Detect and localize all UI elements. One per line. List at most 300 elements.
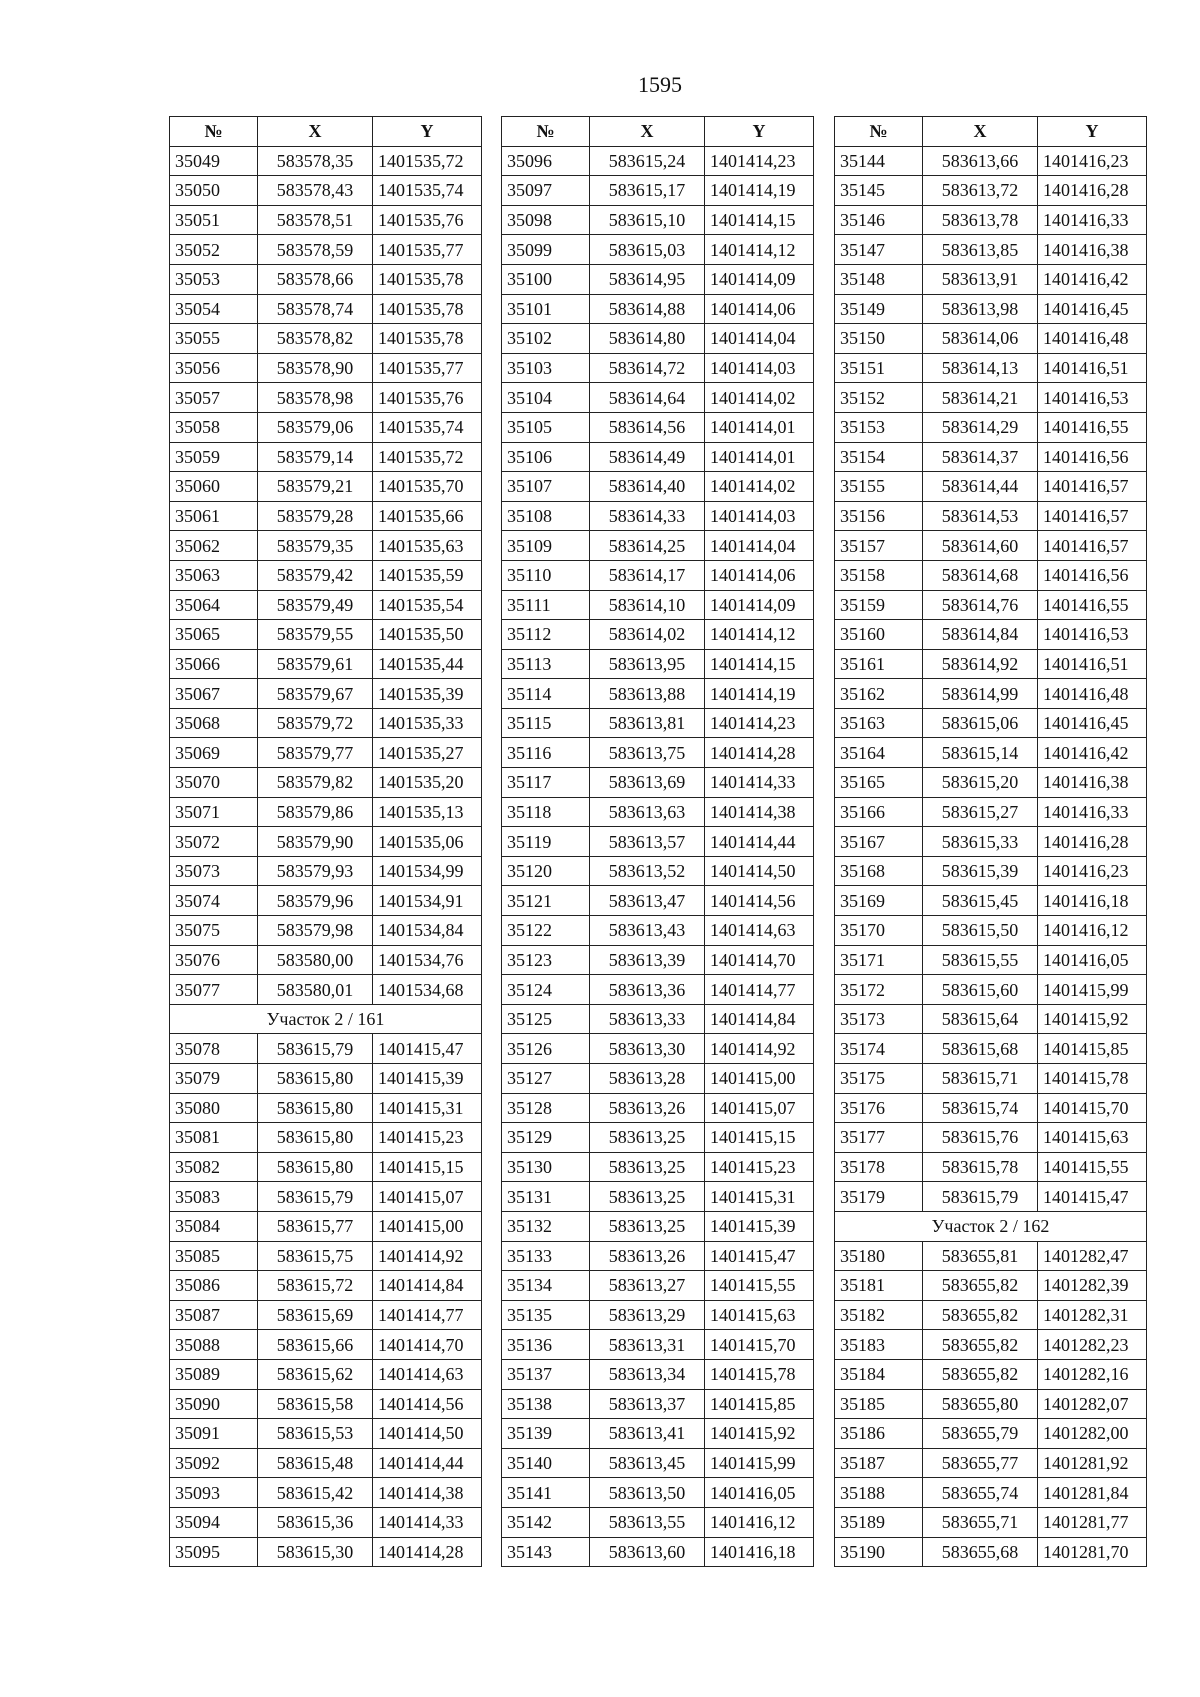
y-coordinate-cell: 1401414,12 <box>705 235 814 265</box>
table-row <box>170 1507 482 1537</box>
table-row <box>835 768 1147 798</box>
x-coordinate-cell: 583578,74 <box>258 294 373 324</box>
table-row <box>835 738 1147 768</box>
table-row <box>502 797 814 827</box>
x-coordinate-cell: 583613,91 <box>923 264 1038 294</box>
y-coordinate-cell: 1401535,13 <box>373 797 482 827</box>
y-coordinate-cell: 1401414,70 <box>705 945 814 975</box>
x-coordinate-cell: 583613,52 <box>590 856 705 886</box>
table-row <box>170 1300 482 1330</box>
point-number-cell: 35143 <box>502 1537 590 1567</box>
y-coordinate-cell: 1401416,42 <box>1038 264 1147 294</box>
table-row <box>835 1034 1147 1064</box>
y-coordinate-cell: 1401416,33 <box>1038 205 1147 235</box>
y-coordinate-cell: 1401414,06 <box>705 560 814 590</box>
y-coordinate-cell: 1401282,00 <box>1038 1419 1147 1449</box>
y-coordinate-cell: 1401415,55 <box>705 1271 814 1301</box>
table-row <box>502 324 814 354</box>
y-coordinate-cell: 1401535,33 <box>373 708 482 738</box>
x-coordinate-cell: 583614,44 <box>923 472 1038 502</box>
y-coordinate-cell: 1401416,53 <box>1038 620 1147 650</box>
y-coordinate-cell: 1401414,56 <box>373 1389 482 1419</box>
x-coordinate-cell: 583615,10 <box>590 205 705 235</box>
point-number-cell: 35136 <box>502 1330 590 1360</box>
x-coordinate-cell: 583614,60 <box>923 531 1038 561</box>
point-number-cell: 35131 <box>502 1182 590 1212</box>
y-coordinate-cell: 1401416,55 <box>1038 590 1147 620</box>
point-number-cell: 35161 <box>835 649 923 679</box>
point-number-cell: 35082 <box>170 1152 258 1182</box>
point-number-cell: 35091 <box>170 1419 258 1449</box>
y-coordinate-cell: 1401534,84 <box>373 916 482 946</box>
y-coordinate-cell: 1401535,06 <box>373 827 482 857</box>
y-coordinate-cell: 1401414,19 <box>705 176 814 206</box>
x-coordinate-cell: 583615,45 <box>923 886 1038 916</box>
y-coordinate-cell: 1401535,39 <box>373 679 482 709</box>
x-coordinate-cell: 583579,86 <box>258 797 373 827</box>
table-row <box>170 916 482 946</box>
point-number-cell: 35176 <box>835 1093 923 1123</box>
y-coordinate-cell: 1401416,51 <box>1038 353 1147 383</box>
table-row <box>502 501 814 531</box>
point-number-cell: 35130 <box>502 1152 590 1182</box>
x-coordinate-cell: 583613,45 <box>590 1448 705 1478</box>
col-header-no: № <box>835 117 923 147</box>
y-coordinate-cell: 1401415,31 <box>705 1182 814 1212</box>
y-coordinate-cell: 1401416,45 <box>1038 708 1147 738</box>
table-row <box>835 1004 1147 1034</box>
point-number-cell: 35098 <box>502 205 590 235</box>
x-coordinate-cell: 583615,80 <box>258 1152 373 1182</box>
table-row <box>835 1389 1147 1419</box>
y-coordinate-cell: 1401414,28 <box>373 1537 482 1567</box>
point-number-cell: 35071 <box>170 797 258 827</box>
y-coordinate-cell: 1401535,44 <box>373 649 482 679</box>
section-label: Участок 2 / 162 <box>835 1211 1147 1241</box>
x-coordinate-cell: 583614,80 <box>590 324 705 354</box>
x-coordinate-cell: 583613,37 <box>590 1389 705 1419</box>
x-coordinate-cell: 583579,90 <box>258 827 373 857</box>
y-coordinate-cell: 1401282,16 <box>1038 1359 1147 1389</box>
table-row <box>170 442 482 472</box>
y-coordinate-cell: 1401415,99 <box>705 1448 814 1478</box>
table-row <box>170 590 482 620</box>
table-row <box>835 945 1147 975</box>
y-coordinate-cell: 1401416,05 <box>705 1478 814 1508</box>
y-coordinate-cell: 1401282,47 <box>1038 1241 1147 1271</box>
table-row <box>835 1448 1147 1478</box>
x-coordinate-cell: 583655,80 <box>923 1389 1038 1419</box>
x-coordinate-cell: 583580,00 <box>258 945 373 975</box>
table-row <box>502 620 814 650</box>
point-number-cell: 35174 <box>835 1034 923 1064</box>
table-row <box>835 176 1147 206</box>
x-coordinate-cell: 583613,26 <box>590 1093 705 1123</box>
point-number-cell: 35133 <box>502 1241 590 1271</box>
y-coordinate-cell: 1401416,56 <box>1038 442 1147 472</box>
table-row <box>170 827 482 857</box>
table-row <box>502 1182 814 1212</box>
table-row <box>835 1182 1147 1212</box>
y-coordinate-cell: 1401416,38 <box>1038 235 1147 265</box>
table-row <box>170 886 482 916</box>
x-coordinate-cell: 583614,33 <box>590 501 705 531</box>
table-row <box>835 1271 1147 1301</box>
x-coordinate-cell: 583614,10 <box>590 590 705 620</box>
y-coordinate-cell: 1401416,28 <box>1038 176 1147 206</box>
point-number-cell: 35067 <box>170 679 258 709</box>
y-coordinate-cell: 1401414,04 <box>705 324 814 354</box>
table-row <box>835 1507 1147 1537</box>
y-coordinate-cell: 1401282,23 <box>1038 1330 1147 1360</box>
y-coordinate-cell: 1401415,85 <box>705 1389 814 1419</box>
y-coordinate-cell: 1401416,12 <box>1038 916 1147 946</box>
table-row <box>835 590 1147 620</box>
point-number-cell: 35172 <box>835 975 923 1005</box>
table-row <box>502 708 814 738</box>
point-number-cell: 35075 <box>170 916 258 946</box>
table-row <box>170 412 482 442</box>
y-coordinate-cell: 1401281,92 <box>1038 1448 1147 1478</box>
table-row <box>835 1123 1147 1153</box>
y-coordinate-cell: 1401416,18 <box>1038 886 1147 916</box>
x-coordinate-cell: 583615,17 <box>590 176 705 206</box>
table-row <box>170 205 482 235</box>
y-coordinate-cell: 1401416,42 <box>1038 738 1147 768</box>
coordinate-table-middle <box>501 116 814 1567</box>
point-number-cell: 35139 <box>502 1419 590 1449</box>
x-coordinate-cell: 583613,31 <box>590 1330 705 1360</box>
point-number-cell: 35141 <box>502 1478 590 1508</box>
point-number-cell: 35109 <box>502 531 590 561</box>
table-row <box>502 560 814 590</box>
table-row <box>502 294 814 324</box>
point-number-cell: 35190 <box>835 1537 923 1567</box>
y-coordinate-cell: 1401415,23 <box>705 1152 814 1182</box>
table-row <box>835 1241 1147 1271</box>
x-coordinate-cell: 583613,25 <box>590 1152 705 1182</box>
y-coordinate-cell: 1401414,33 <box>373 1507 482 1537</box>
y-coordinate-cell: 1401414,44 <box>373 1448 482 1478</box>
point-number-cell: 35134 <box>502 1271 590 1301</box>
table-row <box>502 975 814 1005</box>
x-coordinate-cell: 583615,62 <box>258 1359 373 1389</box>
table-row <box>835 916 1147 946</box>
table-row <box>170 708 482 738</box>
point-number-cell: 35188 <box>835 1478 923 1508</box>
x-coordinate-cell: 583615,80 <box>258 1093 373 1123</box>
x-coordinate-cell: 583613,75 <box>590 738 705 768</box>
point-number-cell: 35170 <box>835 916 923 946</box>
table-row <box>502 1211 814 1241</box>
table-row <box>502 1330 814 1360</box>
y-coordinate-cell: 1401415,00 <box>705 1064 814 1094</box>
table-row <box>835 975 1147 1005</box>
table-row <box>170 235 482 265</box>
table-row <box>835 886 1147 916</box>
point-number-cell: 35149 <box>835 294 923 324</box>
point-number-cell: 35107 <box>502 472 590 502</box>
table-row <box>170 738 482 768</box>
table-row <box>170 649 482 679</box>
table-row <box>502 531 814 561</box>
table-row <box>170 1448 482 1478</box>
point-number-cell: 35120 <box>502 856 590 886</box>
y-coordinate-cell: 1401415,78 <box>1038 1064 1147 1094</box>
point-number-cell: 35115 <box>502 708 590 738</box>
point-number-cell: 35156 <box>835 501 923 531</box>
y-coordinate-cell: 1401535,74 <box>373 176 482 206</box>
point-number-cell: 35064 <box>170 590 258 620</box>
point-number-cell: 35068 <box>170 708 258 738</box>
x-coordinate-cell: 583613,43 <box>590 916 705 946</box>
x-coordinate-cell: 583614,76 <box>923 590 1038 620</box>
table-row <box>502 1034 814 1064</box>
y-coordinate-cell: 1401414,23 <box>705 708 814 738</box>
point-number-cell: 35138 <box>502 1389 590 1419</box>
point-number-cell: 35117 <box>502 768 590 798</box>
table-row <box>502 590 814 620</box>
point-number-cell: 35135 <box>502 1300 590 1330</box>
table-row <box>502 1389 814 1419</box>
y-coordinate-cell: 1401416,45 <box>1038 294 1147 324</box>
col-header-y: Y <box>705 117 814 147</box>
y-coordinate-cell: 1401415,47 <box>705 1241 814 1271</box>
point-number-cell: 35159 <box>835 590 923 620</box>
table-row <box>502 827 814 857</box>
x-coordinate-cell: 583615,68 <box>923 1034 1038 1064</box>
table-row <box>170 501 482 531</box>
x-coordinate-cell: 583655,82 <box>923 1300 1038 1330</box>
y-coordinate-cell: 1401415,15 <box>373 1152 482 1182</box>
table-row <box>502 1537 814 1567</box>
x-coordinate-cell: 583615,06 <box>923 708 1038 738</box>
point-number-cell: 35087 <box>170 1300 258 1330</box>
table-row <box>835 383 1147 413</box>
table-row <box>502 856 814 886</box>
x-coordinate-cell: 583613,81 <box>590 708 705 738</box>
x-coordinate-cell: 583615,03 <box>590 235 705 265</box>
x-coordinate-cell: 583615,30 <box>258 1537 373 1567</box>
table-row <box>502 1478 814 1508</box>
y-coordinate-cell: 1401414,04 <box>705 531 814 561</box>
point-number-cell: 35184 <box>835 1359 923 1389</box>
y-coordinate-cell: 1401415,92 <box>705 1419 814 1449</box>
x-coordinate-cell: 583615,80 <box>258 1064 373 1094</box>
x-coordinate-cell: 583613,98 <box>923 294 1038 324</box>
table-row <box>170 975 482 1005</box>
col-header-x: X <box>590 117 705 147</box>
section-row <box>170 1004 482 1034</box>
x-coordinate-cell: 583615,76 <box>923 1123 1038 1153</box>
table-row <box>502 679 814 709</box>
x-coordinate-cell: 583655,82 <box>923 1271 1038 1301</box>
y-coordinate-cell: 1401416,55 <box>1038 412 1147 442</box>
x-coordinate-cell: 583613,34 <box>590 1359 705 1389</box>
x-coordinate-cell: 583579,98 <box>258 916 373 946</box>
point-number-cell: 35152 <box>835 383 923 413</box>
x-coordinate-cell: 583614,17 <box>590 560 705 590</box>
y-coordinate-cell: 1401416,23 <box>1038 146 1147 176</box>
point-number-cell: 35111 <box>502 590 590 620</box>
x-coordinate-cell: 583655,82 <box>923 1359 1038 1389</box>
table-row <box>502 1152 814 1182</box>
y-coordinate-cell: 1401414,23 <box>705 146 814 176</box>
y-coordinate-cell: 1401414,44 <box>705 827 814 857</box>
x-coordinate-cell: 583614,99 <box>923 679 1038 709</box>
y-coordinate-cell: 1401414,84 <box>705 1004 814 1034</box>
x-coordinate-cell: 583614,92 <box>923 649 1038 679</box>
table-row <box>502 1093 814 1123</box>
y-coordinate-cell: 1401414,01 <box>705 442 814 472</box>
y-coordinate-cell: 1401535,59 <box>373 560 482 590</box>
table-row <box>502 649 814 679</box>
table-row <box>835 1537 1147 1567</box>
x-coordinate-cell: 583613,28 <box>590 1064 705 1094</box>
y-coordinate-cell: 1401535,63 <box>373 531 482 561</box>
table-row <box>835 649 1147 679</box>
table-row <box>502 1064 814 1094</box>
table-row <box>170 679 482 709</box>
y-coordinate-cell: 1401415,07 <box>373 1182 482 1212</box>
y-coordinate-cell: 1401415,55 <box>1038 1152 1147 1182</box>
y-coordinate-cell: 1401415,70 <box>1038 1093 1147 1123</box>
table-row <box>170 1152 482 1182</box>
y-coordinate-cell: 1401414,19 <box>705 679 814 709</box>
point-number-cell: 35100 <box>502 264 590 294</box>
coordinate-table-left <box>169 116 482 1567</box>
x-coordinate-cell: 583613,41 <box>590 1419 705 1449</box>
point-number-cell: 35066 <box>170 649 258 679</box>
coordinate-table-right <box>834 116 1147 1567</box>
y-coordinate-cell: 1401535,78 <box>373 264 482 294</box>
x-coordinate-cell: 583613,50 <box>590 1478 705 1508</box>
point-number-cell: 35140 <box>502 1448 590 1478</box>
table-row <box>835 146 1147 176</box>
point-number-cell: 35070 <box>170 768 258 798</box>
table-row <box>835 442 1147 472</box>
table-row <box>502 1419 814 1449</box>
table-row <box>170 383 482 413</box>
x-coordinate-cell: 583578,66 <box>258 264 373 294</box>
table-row <box>170 1389 482 1419</box>
y-coordinate-cell: 1401414,50 <box>705 856 814 886</box>
point-number-cell: 35178 <box>835 1152 923 1182</box>
x-coordinate-cell: 583613,69 <box>590 768 705 798</box>
y-coordinate-cell: 1401414,38 <box>705 797 814 827</box>
y-coordinate-cell: 1401415,31 <box>373 1093 482 1123</box>
x-coordinate-cell: 583655,77 <box>923 1448 1038 1478</box>
point-number-cell: 35062 <box>170 531 258 561</box>
x-coordinate-cell: 583613,30 <box>590 1034 705 1064</box>
x-coordinate-cell: 583578,90 <box>258 353 373 383</box>
x-coordinate-cell: 583614,95 <box>590 264 705 294</box>
point-number-cell: 35088 <box>170 1330 258 1360</box>
point-number-cell: 35057 <box>170 383 258 413</box>
table-row <box>170 945 482 975</box>
y-coordinate-cell: 1401416,28 <box>1038 827 1147 857</box>
point-number-cell: 35168 <box>835 856 923 886</box>
y-coordinate-cell: 1401416,48 <box>1038 679 1147 709</box>
point-number-cell: 35142 <box>502 1507 590 1537</box>
point-number-cell: 35165 <box>835 768 923 798</box>
table-row <box>502 738 814 768</box>
x-coordinate-cell: 583613,57 <box>590 827 705 857</box>
table-row <box>170 472 482 502</box>
y-coordinate-cell: 1401415,07 <box>705 1093 814 1123</box>
point-number-cell: 35102 <box>502 324 590 354</box>
x-coordinate-cell: 583615,24 <box>590 146 705 176</box>
table-row <box>170 1537 482 1567</box>
point-number-cell: 35169 <box>835 886 923 916</box>
table-row <box>835 708 1147 738</box>
x-coordinate-cell: 583579,61 <box>258 649 373 679</box>
x-coordinate-cell: 583614,68 <box>923 560 1038 590</box>
x-coordinate-cell: 583614,64 <box>590 383 705 413</box>
point-number-cell: 35146 <box>835 205 923 235</box>
point-number-cell: 35126 <box>502 1034 590 1064</box>
y-coordinate-cell: 1401535,77 <box>373 235 482 265</box>
table-row <box>502 768 814 798</box>
point-number-cell: 35108 <box>502 501 590 531</box>
x-coordinate-cell: 583579,82 <box>258 768 373 798</box>
point-number-cell: 35084 <box>170 1211 258 1241</box>
table-row <box>502 1271 814 1301</box>
x-coordinate-cell: 583615,71 <box>923 1064 1038 1094</box>
y-coordinate-cell: 1401281,84 <box>1038 1478 1147 1508</box>
point-number-cell: 35060 <box>170 472 258 502</box>
table-row <box>502 235 814 265</box>
table-row <box>502 205 814 235</box>
point-number-cell: 35051 <box>170 205 258 235</box>
y-coordinate-cell: 1401414,56 <box>705 886 814 916</box>
y-coordinate-cell: 1401415,00 <box>373 1211 482 1241</box>
point-number-cell: 35157 <box>835 531 923 561</box>
y-coordinate-cell: 1401416,57 <box>1038 531 1147 561</box>
x-coordinate-cell: 583615,79 <box>923 1182 1038 1212</box>
x-coordinate-cell: 583615,53 <box>258 1419 373 1449</box>
x-coordinate-cell: 583615,75 <box>258 1241 373 1271</box>
x-coordinate-cell: 583579,93 <box>258 856 373 886</box>
point-number-cell: 35092 <box>170 1448 258 1478</box>
point-number-cell: 35076 <box>170 945 258 975</box>
table-row <box>170 620 482 650</box>
x-coordinate-cell: 583615,55 <box>923 945 1038 975</box>
table-row <box>835 235 1147 265</box>
x-coordinate-cell: 583614,56 <box>590 412 705 442</box>
y-coordinate-cell: 1401414,63 <box>705 916 814 946</box>
x-coordinate-cell: 583615,69 <box>258 1300 373 1330</box>
x-coordinate-cell: 583615,77 <box>258 1211 373 1241</box>
y-coordinate-cell: 1401415,63 <box>705 1300 814 1330</box>
x-coordinate-cell: 583614,72 <box>590 353 705 383</box>
x-coordinate-cell: 583613,66 <box>923 146 1038 176</box>
table-row <box>835 501 1147 531</box>
table-row <box>170 1211 482 1241</box>
point-number-cell: 35113 <box>502 649 590 679</box>
page-number: 1595 <box>638 72 682 97</box>
x-coordinate-cell: 583578,51 <box>258 205 373 235</box>
point-number-cell: 35137 <box>502 1359 590 1389</box>
x-coordinate-cell: 583655,79 <box>923 1419 1038 1449</box>
x-coordinate-cell: 583579,28 <box>258 501 373 531</box>
y-coordinate-cell: 1401414,12 <box>705 620 814 650</box>
col-header-no: № <box>170 117 258 147</box>
x-coordinate-cell: 583613,55 <box>590 1507 705 1537</box>
x-coordinate-cell: 583579,35 <box>258 531 373 561</box>
x-coordinate-cell: 583615,60 <box>923 975 1038 1005</box>
x-coordinate-cell: 583579,21 <box>258 472 373 502</box>
